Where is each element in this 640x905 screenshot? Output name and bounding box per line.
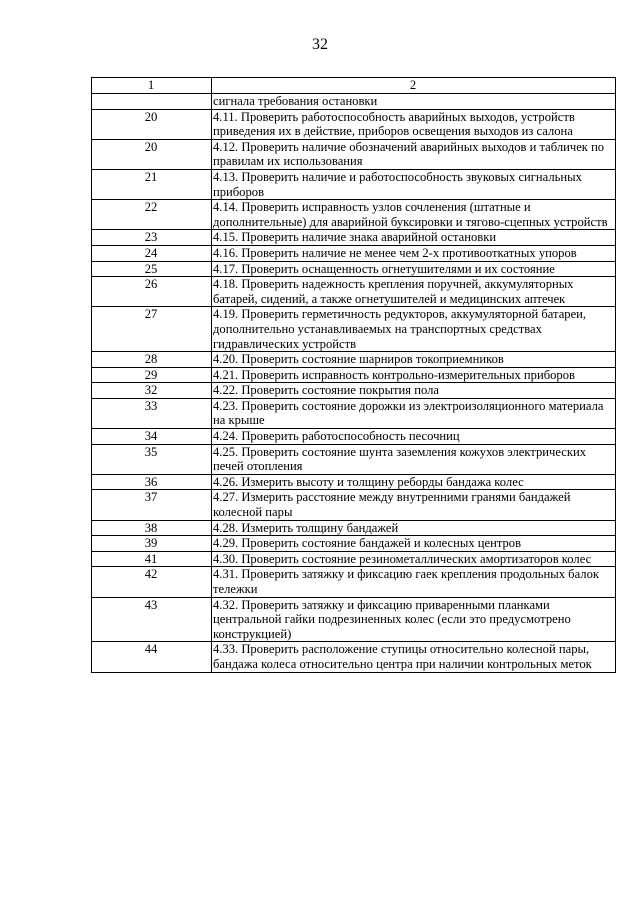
column-header-2: 2 bbox=[212, 78, 616, 94]
row-text: 4.25. Проверить состояние шунта заземления кожухов электрических печей отопления bbox=[212, 444, 616, 474]
row-text: 4.18. Проверить надежность крепления поручней, аккумуляторных батарей, сидений, а также огнетушителей и медицинских аптечек bbox=[212, 277, 616, 307]
row-text: 4.29. Проверить состояние бандажей и колесных центров bbox=[212, 536, 616, 552]
row-text: 4.16. Проверить наличие не менее чем 2-х противооткатных упоров bbox=[212, 245, 616, 261]
row-text: 4.15. Проверить наличие знака аварийной остановки bbox=[212, 230, 616, 246]
table-row bbox=[92, 444, 616, 474]
row-number: 44 bbox=[92, 642, 212, 672]
row-number: 20 bbox=[92, 139, 212, 169]
table-row bbox=[92, 383, 616, 399]
row-number: 41 bbox=[92, 551, 212, 567]
inspection-table bbox=[91, 77, 616, 673]
row-text: 4.31. Проверить затяжку и фиксацию гаек крепления продольных балок тележки bbox=[212, 567, 616, 597]
table-row bbox=[92, 352, 616, 368]
table-row bbox=[92, 398, 616, 428]
row-number: 26 bbox=[92, 277, 212, 307]
row-number: 23 bbox=[92, 230, 212, 246]
page-number: 32 bbox=[312, 36, 328, 53]
row-text: 4.28. Измерить толщину бандажей bbox=[212, 520, 616, 536]
table-row bbox=[92, 169, 616, 199]
row-number: 29 bbox=[92, 367, 212, 383]
row-text: сигнала требования остановки bbox=[212, 94, 616, 110]
row-number: 43 bbox=[92, 597, 212, 642]
table-row bbox=[92, 642, 616, 672]
row-number: 35 bbox=[92, 444, 212, 474]
row-number: 37 bbox=[92, 490, 212, 520]
table-row bbox=[92, 94, 616, 110]
row-text: 4.24. Проверить работоспособность песочниц bbox=[212, 429, 616, 445]
table-row bbox=[92, 307, 616, 352]
table-row bbox=[92, 245, 616, 261]
row-number: 27 bbox=[92, 307, 212, 352]
row-number: 21 bbox=[92, 169, 212, 199]
table-row bbox=[92, 597, 616, 642]
table-row bbox=[92, 200, 616, 230]
row-number: 38 bbox=[92, 520, 212, 536]
row-text: 4.27. Измерить расстояние между внутренними гранями бандажей колесной пары bbox=[212, 490, 616, 520]
table-row bbox=[92, 139, 616, 169]
table-header-row bbox=[92, 78, 616, 94]
row-text: 4.12. Проверить наличие обозначений аварийных выходов и табличек по правилам их использования bbox=[212, 139, 616, 169]
table-row bbox=[92, 261, 616, 277]
table-row bbox=[92, 230, 616, 246]
table-row bbox=[92, 520, 616, 536]
row-text: 4.22. Проверить состояние покрытия пола bbox=[212, 383, 616, 399]
table-row bbox=[92, 551, 616, 567]
row-number: 39 bbox=[92, 536, 212, 552]
table-row bbox=[92, 277, 616, 307]
table-row bbox=[92, 536, 616, 552]
table-row bbox=[92, 367, 616, 383]
row-number bbox=[92, 94, 212, 110]
row-number: 22 bbox=[92, 200, 212, 230]
row-number: 24 bbox=[92, 245, 212, 261]
row-text: 4.17. Проверить оснащенность огнетушителями и их состояние bbox=[212, 261, 616, 277]
row-text: 4.14. Проверить исправность узлов сочленения (штатные и дополнительные) для аварийной буксировки и тягово-сцепных устройств bbox=[212, 200, 616, 230]
table-row bbox=[92, 567, 616, 597]
row-text: 4.23. Проверить состояние дорожки из электроизоляционного материала на крыше bbox=[212, 398, 616, 428]
table-row bbox=[92, 490, 616, 520]
row-text: 4.19. Проверить герметичность редукторов, аккумуляторной батареи, дополнительно устанавливаемых на транспортных средствах гидравлических устройств bbox=[212, 307, 616, 352]
row-text: 4.32. Проверить затяжку и фиксацию приваренными планками центральной гайки подрезиненных колес (если это предусмотрено конструкцией) bbox=[212, 597, 616, 642]
row-number: 42 bbox=[92, 567, 212, 597]
row-number: 20 bbox=[92, 109, 212, 139]
row-text: 4.26. Измерить высоту и толщину реборды бандажа колес bbox=[212, 474, 616, 490]
row-text: 4.33. Проверить расположение ступицы относительно колесной пары, бандажа колеса относительно центра при наличии контрольных меток bbox=[212, 642, 616, 672]
row-text: 4.30. Проверить состояние резинометаллических амортизаторов колес bbox=[212, 551, 616, 567]
row-number: 28 bbox=[92, 352, 212, 368]
row-text: 4.11. Проверить работоспособность аварийных выходов, устройств приведения их в действие, приборов освещения выходов из салона bbox=[212, 109, 616, 139]
table-row bbox=[92, 429, 616, 445]
row-number: 32 bbox=[92, 383, 212, 399]
row-number: 36 bbox=[92, 474, 212, 490]
row-text: 4.13. Проверить наличие и работоспособность звуковых сигнальных приборов bbox=[212, 169, 616, 199]
row-text: 4.20. Проверить состояние шарниров токоприемников bbox=[212, 352, 616, 368]
row-number: 33 bbox=[92, 398, 212, 428]
table-row bbox=[92, 474, 616, 490]
row-text: 4.21. Проверить исправность контрольно-измерительных приборов bbox=[212, 367, 616, 383]
column-header-1: 1 bbox=[92, 78, 212, 94]
table-row bbox=[92, 109, 616, 139]
row-number: 34 bbox=[92, 429, 212, 445]
row-number: 25 bbox=[92, 261, 212, 277]
